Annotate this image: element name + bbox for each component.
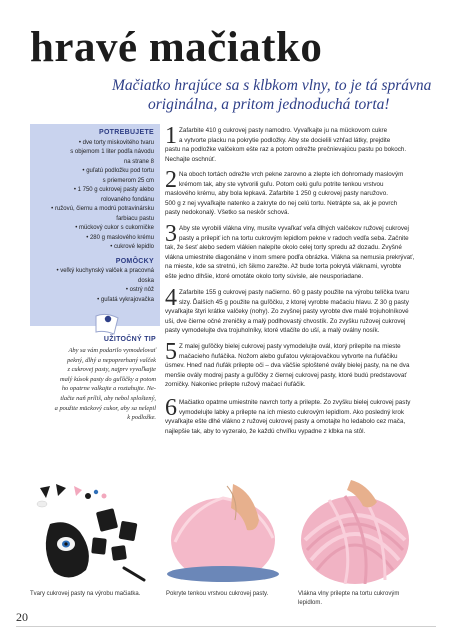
step-line: zorničky. Nakoniec prilepte ružový mačací ňufáčik. bbox=[165, 381, 306, 389]
needs-item: na strane 8 bbox=[123, 158, 154, 165]
needs-heading: POTREBUJETE bbox=[98, 129, 154, 136]
photo-covered-cake bbox=[161, 480, 281, 584]
needs-item: • 1 750 g cukrovej pasty alebo bbox=[73, 187, 154, 193]
step-line: a vytvorte placku na pokrytie podložky. Aby ste docielili vzhľad látky, prejdite bbox=[179, 136, 391, 144]
step-line: úsmev. Hneď nad ňufák prilepte oči – dva väčšie sploštené ovály bielej pasty, na ne dva bbox=[165, 362, 410, 370]
tip-heading: UŽITOČNÝ TIP bbox=[103, 336, 156, 343]
tools-item: • guľatá vykrajovačka bbox=[97, 296, 154, 303]
tip-line: k podložke. bbox=[127, 414, 156, 422]
needs-item: • ružovú, čiernu a modrú potravinársku bbox=[51, 206, 154, 212]
step-line: maslového krému, aby bola lepkavá. Zafarbite 1 250 g cukrovej pasty naružovo. bbox=[165, 190, 388, 198]
needs-item: s priemerom 25 cm bbox=[102, 177, 154, 184]
step-line: na mieste, kde sa stretnú, ich šikmo zarežte. Až bude torta pokrytá vláknami, vyrobte bbox=[165, 263, 402, 271]
step-number: 1 bbox=[165, 123, 177, 149]
subtitle-line: Mačiatko hrajúce sa s klbkom vlny, to je tá správna bbox=[112, 77, 432, 94]
step-line: najlepšie tak, aby to vyzeralo, že každú chvíľku vypadne z klbka na stôl. bbox=[165, 427, 366, 435]
step-number: 5 bbox=[165, 339, 177, 365]
needs-item: • dve torty miskovitého tvaru bbox=[78, 139, 154, 146]
tools-item: • ostrý nôž bbox=[125, 287, 154, 293]
tools-heading: POMÔCKY bbox=[115, 257, 154, 265]
step-line: uši, dve čierne očné zreničky a malý podlhovastý chvostík. Zo zvyšku ružovej cukrovej bbox=[165, 317, 406, 325]
step-line: vyvaľkajte štyri krátke valčeky (nohy). Zo zvyšnej pasty vyrobte dve malé trojuholníkové bbox=[165, 308, 409, 316]
step-line: vlákna umiestnite diagonálne v inom smere podľa obrázka. Vlákna sa nemusia prekrývať, bbox=[165, 253, 415, 261]
photo-yarn-cake bbox=[295, 480, 415, 584]
step-number: 3 bbox=[165, 221, 177, 247]
page-subtitle bbox=[112, 76, 432, 114]
tip-line: a použite mückový cukor, aby sa nelepil bbox=[54, 404, 156, 412]
tip-line: tlačte naň príliš, aby nebol sploštený, bbox=[60, 394, 156, 402]
step-2 bbox=[165, 167, 430, 218]
page-number: 20 bbox=[16, 610, 28, 624]
step-line: Na oboch tortách odrežte vrch pekne zarovno a zlepte ich dohromady maslovým bbox=[179, 171, 404, 178]
needs-item: • cukrové lepidlo bbox=[110, 244, 154, 250]
tools-item: • veľký kuchynský valček a pracovná bbox=[56, 268, 154, 274]
caption-line: lepidlom. bbox=[298, 600, 323, 606]
needs-item: rolovaného fondánu bbox=[100, 196, 154, 203]
step-line: ešte jedno dlhšie, ktoré omotáte okolo torty súvisle, ale neusporiadane. bbox=[165, 272, 364, 280]
needs-item: • guľatú podložku pod tortu bbox=[82, 168, 154, 174]
step-line: pasty vymodelujte dva trojuholníky, ktoré vtlačíte do uší, a malý oválny nosík. bbox=[165, 327, 380, 335]
step-line: Nechajte oschnúť. bbox=[165, 155, 217, 163]
tip-line: pekný, dlhý a nepoprerhaný valček bbox=[67, 356, 156, 364]
step-line: Zafarbite 155 g cukrovej pasty načierno. 60 g pasty použite na výrobu telíčka tvaru bbox=[179, 289, 409, 296]
step-line: menšie ovály modrej pasty a guľôčky z čiernej cukrovej pasty, ktoré budú predstavovať bbox=[165, 371, 407, 379]
needs-item: • 280 g maslového krému bbox=[86, 234, 154, 241]
step-line: pasty nedokonalý. Všetko sa neskôr schová. bbox=[165, 209, 290, 217]
step-line: tak, že šesť alebo sedem vlákien nalepíte okolo celej torty spredu až dozadu. Zvyšné bbox=[165, 244, 402, 252]
step-4 bbox=[165, 285, 430, 336]
tip-line: Aby sa vám podarilo vymodelovať bbox=[68, 347, 156, 354]
step-number: 6 bbox=[165, 395, 177, 421]
tip-line: z cukrovej pasty, najprv vyvaľkajte bbox=[67, 366, 156, 374]
step-line: 500 g z nej vyvaľkajte natenko a zakryte do nej celú tortu. Netrápte sa, ak je povrch bbox=[165, 199, 398, 207]
step-line: vyvaľkajte ešte dlhé vlákno z ružovej cukrovej pasty a omotajte ho ledabolo cez mača, bbox=[165, 418, 406, 426]
step-number: 2 bbox=[165, 167, 177, 193]
step-line: mačacieho ňufáčika. Nožom alebo guľatou vykrajovačkou vytvorte na ňufáčiku bbox=[179, 352, 398, 360]
step-line: Zafarbite 410 g cukrovej pasty namodro. Vyvaľkajte ju na mückovom cukre bbox=[179, 127, 388, 134]
step-5 bbox=[165, 339, 430, 390]
page-title: hravé mačiatko bbox=[30, 24, 323, 71]
step-3 bbox=[165, 221, 430, 282]
subtitle-line: originálna, a pritom jednoduchá torta! bbox=[148, 96, 390, 113]
needs-item: • mückový cukor s cukorničke bbox=[75, 225, 154, 231]
caption-covered-cake: Pokryte tenkou vrstvou cukrovej pasty. bbox=[166, 591, 269, 597]
step-line: Aby ste vyrobili vlákna vlny, musíte vyvaľkať veľa dlhých valčekov ružovej cukrovej bbox=[179, 225, 409, 232]
step-6 bbox=[165, 395, 430, 436]
needs-item: s objemom 1 liter podľa návodu bbox=[70, 149, 154, 155]
photo-shapes bbox=[30, 480, 150, 584]
pushpin-icon bbox=[92, 310, 124, 338]
step-line: slzy. Ďalších 45 g použite na guľôčku, z ktorej vyrobte mačaciu hlavu. Z 30 g pasty bbox=[179, 298, 409, 306]
step-number: 4 bbox=[165, 285, 177, 311]
needs-item: farbiacu pastu bbox=[116, 215, 154, 222]
step-line: pasty a prilepiť ich na tortu cukrovým lepidlom pekne v radoch vedľa seba. Začnite bbox=[179, 234, 409, 242]
tip-line: ho opatrne valkajte a roztahujte. Ne- bbox=[61, 385, 156, 393]
tools-item: doska bbox=[137, 277, 154, 284]
step-line: vymodelujte labky a prilepte na ich miesto cukrovým lepidlom. Ako posledný krok bbox=[179, 408, 405, 416]
caption-yarn-cake bbox=[298, 590, 399, 608]
step-line: krémom tak, aby ste vytvorili guľu. Potom celú guľu potrite tenkou vrstvou bbox=[179, 180, 384, 188]
step-line: Z malej guľôčky bielej cukrovej pasty vymodelujte ovál, ktorý prilepíte na mieste bbox=[179, 343, 401, 350]
page-divider bbox=[16, 626, 436, 627]
caption-shapes: Tvary cukrovej pasty na výrobu mačiatka. bbox=[30, 591, 141, 597]
ingredients-box bbox=[30, 124, 160, 326]
step-line: Mačiatko opatrne umiestnite navrch torty a prilepte. Zo zvyšku bielej cukrovej pasty bbox=[179, 399, 411, 406]
tip-box bbox=[30, 336, 156, 423]
step-1 bbox=[165, 123, 430, 164]
step-line: pastu na podložke valčekom ešte raz a potom odrežte prečnievajúcu pastu po bokoch. bbox=[165, 146, 407, 154]
tip-line: malý kúsok pasty do guľôčky a potom bbox=[59, 375, 156, 383]
caption-line: Vlákna vlny prilepte na tortu cukrovým bbox=[298, 591, 400, 597]
